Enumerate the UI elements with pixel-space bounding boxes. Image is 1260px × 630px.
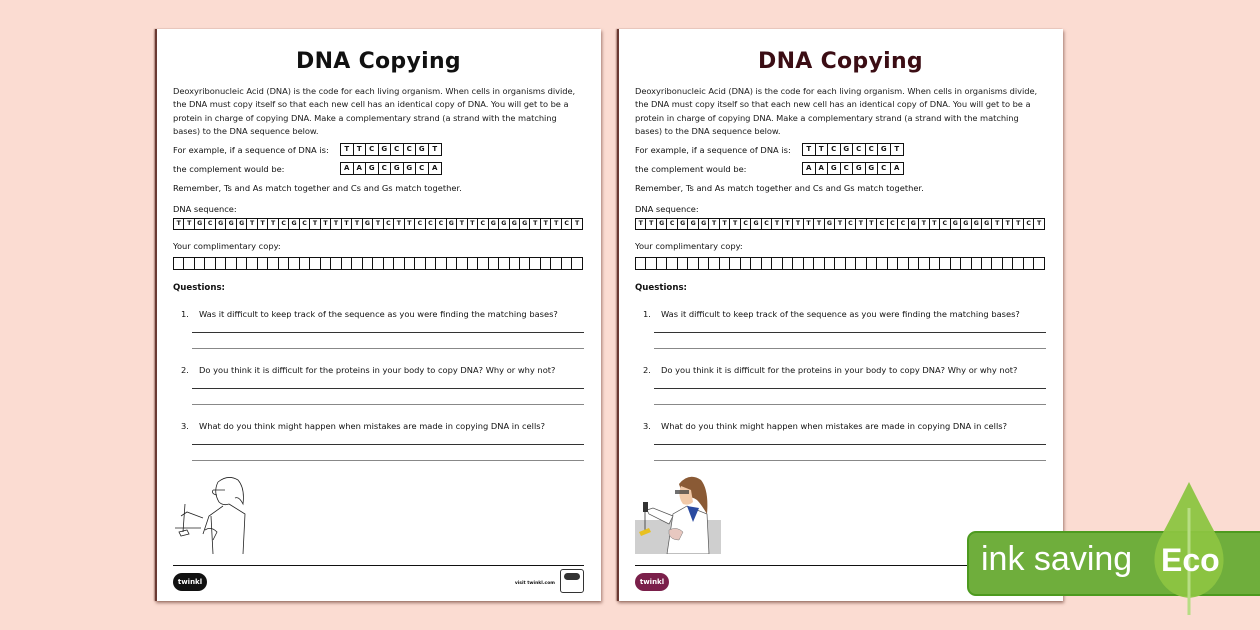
- base-cell: C: [846, 219, 856, 229]
- base-cell: A: [816, 163, 829, 174]
- answer-cell[interactable]: [300, 258, 310, 269]
- base-cell: C: [391, 144, 404, 155]
- footer-divider: [173, 565, 584, 566]
- answer-cell[interactable]: [195, 258, 205, 269]
- base-cell: G: [878, 144, 891, 155]
- base-cell: T: [772, 219, 782, 229]
- base-cell: T: [247, 219, 257, 229]
- base-cell: T: [894, 145, 900, 154]
- question-label: What do you think might happen when mistakes are made in copying DNA in cells?: [199, 420, 545, 431]
- base-cell: G: [520, 219, 530, 229]
- answer-cell[interactable]: [888, 258, 898, 269]
- answer-cell[interactable]: [436, 258, 446, 269]
- answer-line[interactable]: [654, 388, 1046, 389]
- question-label: What do you think might happen when mistakes are made in copying DNA in cells?: [661, 420, 1007, 431]
- answer-cell[interactable]: [468, 258, 478, 269]
- base-cell: G: [825, 219, 835, 229]
- base-cell: G: [363, 219, 373, 229]
- worksheet-preview-bw[interactable]: [155, 29, 601, 601]
- answer-cell[interactable]: [478, 258, 488, 269]
- base-cell: T: [856, 219, 866, 229]
- question-number: 1.: [643, 308, 651, 319]
- base-cell: G: [678, 219, 688, 229]
- question-text: [173, 421, 584, 433]
- question-label: Do you think it is difficult for the proteins in your body to copy DNA? Why or why not?: [661, 364, 1018, 375]
- base-cell: T: [803, 144, 816, 155]
- base-cell: T: [816, 144, 829, 155]
- base-cell: G: [404, 163, 417, 174]
- base-cell: G: [226, 219, 236, 229]
- answer-cell[interactable]: [846, 258, 856, 269]
- answer-cell[interactable]: [321, 258, 331, 269]
- question-item: [635, 309, 1046, 349]
- answer-cell[interactable]: [741, 258, 751, 269]
- base-cell: T: [342, 219, 352, 229]
- answer-cell[interactable]: [919, 258, 929, 269]
- answer-cell[interactable]: [331, 258, 341, 269]
- question-text: [635, 421, 1046, 433]
- base-cell: C: [940, 219, 950, 229]
- base-cell: A: [341, 163, 354, 174]
- base-cell: C: [436, 219, 446, 229]
- base-cell: T: [258, 219, 268, 229]
- answer-cell[interactable]: [951, 258, 961, 269]
- answer-cell[interactable]: [835, 258, 845, 269]
- base-cell: C: [279, 219, 289, 229]
- answer-cell[interactable]: [415, 258, 425, 269]
- answer-cell[interactable]: [877, 258, 887, 269]
- base-cell: T: [720, 219, 730, 229]
- base-cell: C: [205, 219, 215, 229]
- base-cell: A: [803, 163, 816, 174]
- answer-cell[interactable]: [310, 258, 320, 269]
- base-cell: T: [468, 219, 478, 229]
- base-cell: C: [300, 219, 310, 229]
- base-cell: T: [1013, 219, 1023, 229]
- answer-cell[interactable]: [1003, 258, 1013, 269]
- answer-line[interactable]: [654, 332, 1046, 333]
- base-cell: G: [699, 219, 709, 229]
- dna-sequence: [635, 218, 1045, 230]
- copy-boxes[interactable]: [173, 257, 583, 270]
- base-cell: G: [416, 144, 429, 155]
- question-text: [173, 365, 584, 377]
- questions-list: [635, 309, 1046, 461]
- base-cell: G: [853, 163, 866, 174]
- answer-cell[interactable]: [279, 258, 289, 269]
- question-label: Was it difficult to keep track of the sequence as you were finding the matching bases?: [199, 308, 558, 319]
- base-cell: T: [992, 219, 1002, 229]
- visit-link: visit twinkl.com: [514, 581, 555, 586]
- base-cell: C: [853, 144, 866, 155]
- answer-cell[interactable]: [426, 258, 436, 269]
- question-number: 2.: [181, 364, 189, 375]
- answer-cell[interactable]: [184, 258, 194, 269]
- answer-cell[interactable]: [751, 258, 761, 269]
- answer-line[interactable]: [192, 332, 584, 333]
- example-row: [635, 143, 1046, 157]
- answer-cell[interactable]: [205, 258, 215, 269]
- answer-cell[interactable]: [961, 258, 971, 269]
- answer-cell[interactable]: [636, 258, 646, 269]
- intro-paragraph: Deoxyribonucleic Acid (DNA) is the code for each living organism. When cells in organisms divide, the DNA must copy itself so that each new cell has an identical copy of DNA. You will get to be a protein in charge of copying DNA. Make a complementary strand (a strand with the matching bases) to the DNA sequence below.: [173, 86, 576, 137]
- worksheet-preview-color[interactable]: [617, 29, 1063, 601]
- base-cell: T: [636, 219, 646, 229]
- copy-label: Your complimentary copy:: [635, 240, 743, 251]
- base-cell: C: [416, 163, 429, 174]
- base-cell: A: [894, 164, 900, 173]
- answer-cell[interactable]: [520, 258, 530, 269]
- answer-line[interactable]: [192, 444, 584, 445]
- remember-note: Remember, Ts and As match together and Cs and Gs match together.: [173, 182, 462, 193]
- base-cell: T: [804, 219, 814, 229]
- question-item: [635, 365, 1046, 405]
- base-cell: C: [667, 219, 677, 229]
- example-label: For example, if a sequence of DNA is:: [173, 144, 329, 155]
- base-cell: G: [751, 219, 761, 229]
- base-cell: G: [972, 219, 982, 229]
- answer-cell[interactable]: [720, 258, 730, 269]
- answer-cell[interactable]: [898, 258, 908, 269]
- base-cell: G: [237, 219, 247, 229]
- example-sequence: [340, 143, 442, 156]
- base-cell: A: [432, 164, 438, 173]
- question-label: Do you think it is difficult for the proteins in your body to copy DNA? Why or why not?: [199, 364, 556, 375]
- twinkl-logo: twinkl: [173, 573, 207, 591]
- answer-cell[interactable]: [982, 258, 992, 269]
- base-cell: C: [888, 219, 898, 229]
- question-number: 3.: [181, 420, 189, 431]
- answer-cell[interactable]: [1013, 258, 1023, 269]
- base-cell: T: [930, 219, 940, 229]
- example-row: [173, 143, 584, 157]
- question-item: [173, 309, 584, 349]
- answer-cell[interactable]: [216, 258, 226, 269]
- answer-cell[interactable]: [699, 258, 709, 269]
- base-cell: G: [657, 219, 667, 229]
- base-cell: C: [379, 163, 392, 174]
- base-cell: C: [741, 219, 751, 229]
- base-cell: T: [646, 219, 656, 229]
- base-cell: T: [341, 144, 354, 155]
- eco-label: Eco: [1161, 542, 1220, 578]
- base-cell: A: [354, 163, 367, 174]
- base-cell: T: [793, 219, 803, 229]
- question-text: [635, 365, 1046, 377]
- answer-cell[interactable]: [709, 258, 719, 269]
- base-cell: C: [841, 163, 854, 174]
- question-text: [635, 309, 1046, 321]
- base-cell: G: [499, 219, 509, 229]
- base-cell: G: [447, 219, 457, 229]
- base-cell: T: [174, 219, 184, 229]
- intro-paragraph: Deoxyribonucleic Acid (DNA) is the code for each living organism. When cells in organisms divide, the DNA must copy itself so that each new cell has an identical copy of DNA. You will get to be a protein in charge of copying DNA. Make a complementary strand (a strand with the matching bases) to the DNA sequence below.: [635, 86, 1038, 137]
- base-cell: G: [982, 219, 992, 229]
- answer-line[interactable]: [192, 404, 584, 405]
- ink-saving-label: ink saving: [981, 540, 1133, 578]
- answer-cell[interactable]: [237, 258, 247, 269]
- scientist-illustration-icon: [635, 474, 735, 554]
- questions-title: Questions:: [173, 282, 225, 293]
- base-cell: C: [562, 219, 572, 229]
- base-cell: C: [415, 219, 425, 229]
- answer-cell[interactable]: [226, 258, 236, 269]
- base-cell: G: [289, 219, 299, 229]
- answer-line[interactable]: [654, 348, 1046, 349]
- answer-line[interactable]: [192, 460, 584, 461]
- answer-cell[interactable]: [730, 258, 740, 269]
- base-cell: T: [405, 219, 415, 229]
- base-cell: T: [814, 219, 824, 229]
- answer-cell[interactable]: [342, 258, 352, 269]
- answer-cell[interactable]: [352, 258, 362, 269]
- question-label: Was it difficult to keep track of the sequence as you were finding the matching bases?: [661, 308, 1020, 319]
- example-label: For example, if a sequence of DNA is:: [635, 144, 791, 155]
- answer-cell[interactable]: [856, 258, 866, 269]
- answer-cell[interactable]: [930, 258, 940, 269]
- answer-line[interactable]: [654, 460, 1046, 461]
- complement-row: [635, 162, 1046, 176]
- answer-line[interactable]: [654, 404, 1046, 405]
- answer-cell[interactable]: [783, 258, 793, 269]
- base-cell: G: [216, 219, 226, 229]
- twinkl-logo: twinkl: [635, 573, 669, 591]
- answer-cell[interactable]: [825, 258, 835, 269]
- page-title: DNA Copying: [296, 49, 461, 74]
- answer-cell[interactable]: [992, 258, 1002, 269]
- base-cell: G: [195, 219, 205, 229]
- base-cell: G: [391, 163, 404, 174]
- answer-cell[interactable]: [541, 258, 551, 269]
- answer-line[interactable]: [192, 348, 584, 349]
- answer-cell[interactable]: [551, 258, 561, 269]
- sequence-label: DNA sequence:: [635, 203, 699, 214]
- award-badge-icon: [560, 569, 584, 593]
- answer-cell[interactable]: [457, 258, 467, 269]
- page-title: DNA Copying: [758, 49, 923, 74]
- base-cell: T: [530, 219, 540, 229]
- example-sequence: [802, 143, 904, 156]
- base-cell: C: [426, 219, 436, 229]
- copy-label: Your complimentary copy:: [173, 240, 281, 251]
- base-cell: G: [961, 219, 971, 229]
- answer-line[interactable]: [192, 388, 584, 389]
- base-cell: T: [432, 145, 438, 154]
- question-item: [173, 365, 584, 405]
- base-cell: T: [1003, 219, 1013, 229]
- scientist-illustration-icon: [173, 474, 273, 554]
- answer-cell[interactable]: [804, 258, 814, 269]
- answer-line[interactable]: [654, 444, 1046, 445]
- answer-cell[interactable]: [268, 258, 278, 269]
- answer-cell[interactable]: [1034, 258, 1043, 269]
- base-cell: T: [1037, 219, 1042, 227]
- answer-cell[interactable]: [688, 258, 698, 269]
- answer-cell[interactable]: [678, 258, 688, 269]
- base-cell: T: [835, 219, 845, 229]
- base-cell: G: [841, 144, 854, 155]
- base-cell: G: [379, 144, 392, 155]
- sequence-label: DNA sequence:: [173, 203, 237, 214]
- answer-cell[interactable]: [258, 258, 268, 269]
- answer-cell[interactable]: [867, 258, 877, 269]
- complement-row: [173, 162, 584, 176]
- base-cell: C: [404, 144, 417, 155]
- base-cell: G: [951, 219, 961, 229]
- question-text: [173, 309, 584, 321]
- base-cell: G: [828, 163, 841, 174]
- base-cell: T: [268, 219, 278, 229]
- base-cell: T: [551, 219, 561, 229]
- base-cell: T: [541, 219, 551, 229]
- question-item: [173, 421, 584, 461]
- base-cell: G: [909, 219, 919, 229]
- base-cell: T: [184, 219, 194, 229]
- answer-cell[interactable]: [289, 258, 299, 269]
- questions-list: [173, 309, 584, 461]
- answer-cell[interactable]: [814, 258, 824, 269]
- answer-cell[interactable]: [447, 258, 457, 269]
- base-cell: C: [878, 163, 891, 174]
- answer-cell[interactable]: [499, 258, 509, 269]
- answer-cell[interactable]: [909, 258, 919, 269]
- complement-label: the complement would be:: [635, 163, 747, 174]
- answer-cell[interactable]: [657, 258, 667, 269]
- remember-note: Remember, Ts and As match together and Cs and Gs match together.: [635, 182, 924, 193]
- base-cell: T: [709, 219, 719, 229]
- answer-cell[interactable]: [373, 258, 383, 269]
- base-cell: T: [373, 219, 383, 229]
- complement-sequence: [802, 162, 904, 175]
- base-cell: T: [730, 219, 740, 229]
- answer-cell[interactable]: [667, 258, 677, 269]
- base-cell: T: [575, 219, 580, 227]
- answer-cell[interactable]: [762, 258, 772, 269]
- question-number: 1.: [181, 308, 189, 319]
- base-cell: T: [394, 219, 404, 229]
- base-cell: T: [331, 219, 341, 229]
- base-cell: C: [762, 219, 772, 229]
- answer-cell[interactable]: [972, 258, 982, 269]
- answer-cell[interactable]: [489, 258, 499, 269]
- base-cell: G: [489, 219, 499, 229]
- complement-sequence: [340, 162, 442, 175]
- answer-cell[interactable]: [394, 258, 404, 269]
- answer-cell[interactable]: [363, 258, 373, 269]
- base-cell: C: [478, 219, 488, 229]
- base-cell: C: [898, 219, 908, 229]
- answer-cell[interactable]: [530, 258, 540, 269]
- base-cell: C: [866, 144, 879, 155]
- base-cell: T: [352, 219, 362, 229]
- question-number: 3.: [643, 420, 651, 431]
- complement-label: the complement would be:: [173, 163, 285, 174]
- answer-cell[interactable]: [405, 258, 415, 269]
- question-item: [635, 421, 1046, 461]
- base-cell: C: [828, 144, 841, 155]
- answer-cell[interactable]: [247, 258, 257, 269]
- answer-cell[interactable]: [1024, 258, 1034, 269]
- answer-cell[interactable]: [572, 258, 581, 269]
- answer-cell[interactable]: [510, 258, 520, 269]
- base-cell: C: [1024, 219, 1034, 229]
- answer-cell[interactable]: [384, 258, 394, 269]
- answer-cell[interactable]: [646, 258, 656, 269]
- base-cell: T: [783, 219, 793, 229]
- base-cell: T: [867, 219, 877, 229]
- base-cell: C: [877, 219, 887, 229]
- dna-sequence: [173, 218, 583, 230]
- answer-cell[interactable]: [793, 258, 803, 269]
- base-cell: G: [510, 219, 520, 229]
- answer-cell[interactable]: [562, 258, 572, 269]
- base-cell: G: [866, 163, 879, 174]
- base-cell: T: [457, 219, 467, 229]
- answer-cell[interactable]: [940, 258, 950, 269]
- base-cell: T: [919, 219, 929, 229]
- base-cell: G: [366, 163, 379, 174]
- base-cell: C: [366, 144, 379, 155]
- base-cell: T: [354, 144, 367, 155]
- copy-boxes[interactable]: [635, 257, 1045, 270]
- answer-cell[interactable]: [772, 258, 782, 269]
- answer-cell[interactable]: [174, 258, 184, 269]
- base-cell: G: [688, 219, 698, 229]
- base-cell: T: [310, 219, 320, 229]
- base-cell: C: [384, 219, 394, 229]
- base-cell: T: [321, 219, 331, 229]
- question-number: 2.: [643, 364, 651, 375]
- questions-title: Questions:: [635, 282, 687, 293]
